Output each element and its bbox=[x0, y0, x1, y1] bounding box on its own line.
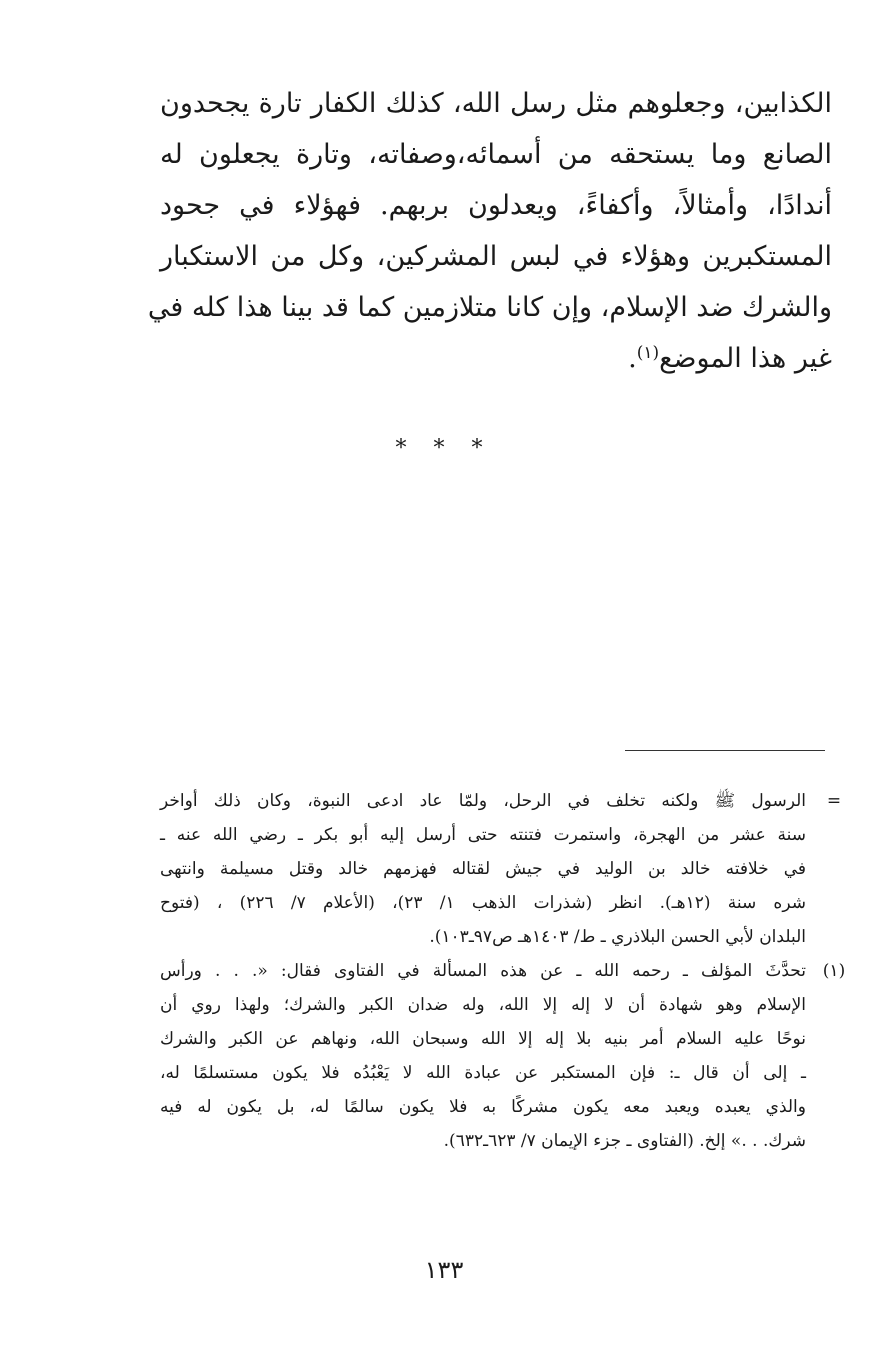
main-text-line: المستكبرين وهؤلاء في لبس المشركين، وكل من الاستكبار bbox=[160, 241, 832, 272]
main-text-last-line bbox=[160, 333, 832, 384]
main-text-line: الكذابين، وجعلوهم مثل رسل الله، كذلك الكفار تارة يجحدون bbox=[160, 88, 832, 119]
footnote-line: والذي يعبده ويعبد معه يكون مشركًا به فلا يكون سالمًا له، بل يكون له فيه bbox=[160, 1097, 806, 1117]
footnote-line: الرسول ﷺ ولكنه تخلف في الرحل، ولمّا عاد ادعى النبوة، وكان ذلك أواخر bbox=[160, 791, 806, 811]
main-body-text bbox=[147, 78, 832, 384]
footnote-line: تحدَّثَ المؤلف ـ رحمه الله ـ عن هذه المسألة في الفتاوى فقال: «. . . ورأس bbox=[160, 961, 806, 981]
main-text-line: والشرك ضد الإسلام، وإن كانا متلازمين كما قد بينا هذا كله في bbox=[147, 292, 832, 323]
main-text-period: . bbox=[628, 343, 637, 374]
main-text-line: أندادًا، وأمثالاً، وأكفاءً، ويعدلون بربهم. فهؤلاء في جحود bbox=[160, 190, 832, 221]
footnote-line: سنة عشر من الهجرة، واستمرت فتنته حتى أرسل إليه أبو بكر ـ رضي الله عنه ـ bbox=[160, 825, 806, 845]
footnote-reference-1[interactable]: (١) bbox=[636, 343, 660, 363]
footnote-line: نوحًا عليه السلام أمر بنيه بلا إله إلا الله وسبحان الله، ونهاهم عن الكبر والشرك bbox=[160, 1029, 806, 1049]
footnote-line: شرك. . .» إلخ. (الفتاوى ـ جزء الإيمان ٧/ ٦٢٣ـ٦٣٢). bbox=[443, 1131, 806, 1151]
footnote-divider-rule bbox=[625, 750, 825, 751]
footnote-line: البلدان لأبي الحسن البلاذري ـ ط/ ١٤٠٣هـ ص٩٧ـ١٠٣). bbox=[429, 927, 806, 947]
footnote-continuation bbox=[160, 784, 854, 954]
footnote-continuation-marker: = bbox=[826, 791, 842, 811]
page-number: ١٣٣ bbox=[424, 1256, 464, 1284]
footnote-line: في خلافته خالد بن الوليد في جيش لقتاله فهزمهم خالد وقتل مسيلمة وانتهى bbox=[160, 859, 806, 879]
footnote-line: شره سنة (١٢هـ). انظر (شذرات الذهب ١/ ٢٣)، (الأعلام ٧/ ٢٢٦) ، (فتوح bbox=[160, 893, 806, 913]
main-text-line: الصانع وما يستحقه من أسمائه،وصفاته، وتارة يجعلون له bbox=[160, 139, 832, 170]
footnote-1 bbox=[160, 954, 854, 1158]
footnote-line: ـ إلى أن قال ـ: فإن المستكبر عن عبادة الله لا يَعْبُدُه فلا يكون مستسلمًا له، bbox=[160, 1063, 806, 1083]
footnote-line: الإسلام وهو شهادة أن لا إله إلا الله، وله ضدان الكبر والشرك؛ ولهذا روي أن bbox=[160, 995, 806, 1015]
section-separator-asterisks: * * * bbox=[395, 436, 493, 461]
main-text-last-line-words: غير هذا الموضع bbox=[659, 343, 832, 374]
footnote-1-marker: (١) bbox=[822, 961, 846, 981]
footnotes-area bbox=[160, 784, 854, 1158]
